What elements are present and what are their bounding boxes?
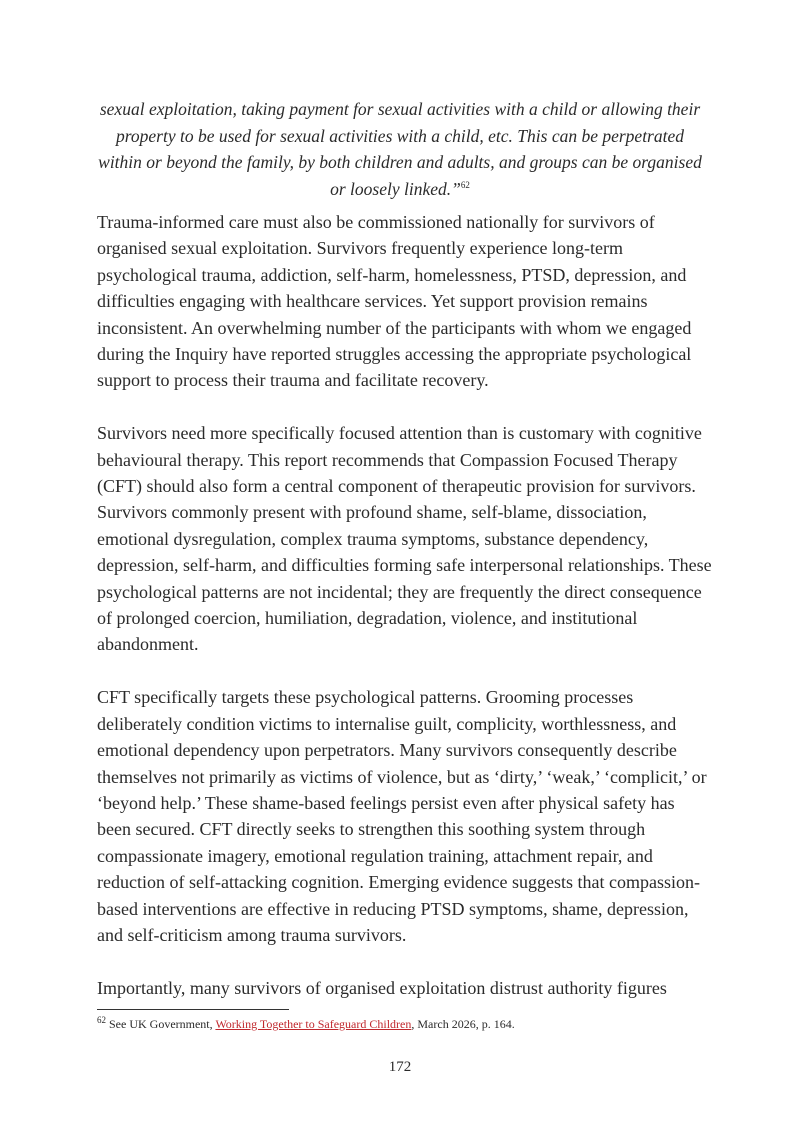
block-quote <box>92 96 708 202</box>
quote-text: sexual exploitation, taking payment for sexual activities with a child or allowing their property to be used for sexual activities with a child, etc. This can be perpetrated within or beyond the family, by both children and adults, and groups can be organised or loosely linked.” <box>98 99 702 199</box>
footnote-suffix: , March 2026, p. 164. <box>411 1017 515 1031</box>
paragraph: Trauma-informed care must also be commissioned nationally for survivors of organised sexual exploitation. Survivors frequently experience long-term psychological trauma, addiction, self-harm, homelessness, PTSD, depression, and difficulties engaging with healthcare services. Yet support provision remains inconsistent. An overwhelming number of the participants with whom we engaged during the Inquiry have reported struggles accessing the appropriate psychological support to process their trauma and facilitate recovery. <box>97 212 692 391</box>
quote-footnote-ref[interactable]: 62 <box>460 179 470 190</box>
page-number: 172 <box>388 1059 412 1075</box>
footnote-prefix: See UK Government, <box>109 1017 216 1031</box>
footnote-link[interactable]: Working Together to Safeguard Children <box>215 1017 412 1031</box>
paragraph: CFT specifically targets these psychological patterns. Grooming processes deliberately condition victims to internalise guilt, complicity, worthlessness, and emotional dependency upon perpetrators. Many survivors consequently describe themselves not primarily as victims of violence, but as ‘dirty,’ ‘weak,’ ‘complicit,’ or ‘beyond help.’ These shame-based feelings persist even after physical safety has been secured. CFT directly seeks to strengthen this soothing system through compassionate imagery, emotional regulation training, attachment repair, and reduction of self-attacking cognition. Emerging evidence suggests that compassion-based interventions are effective in reducing PTSD symptoms, shame, depression, and self-criticism among trauma survivors. <box>97 687 707 945</box>
footnote-number: 62 <box>97 1015 106 1025</box>
body-text <box>97 209 713 1028</box>
paragraph: Survivors need more specifically focused attention than is customary with cognitive behavioural therapy. This report recommends that Compassion Focused Therapy (CFT) should also form a central component of therapeutic provision for survivors. Survivors commonly present with profound shame, self-blame, dissociation, emotional dysregulation, complex trauma symptoms, substance dependency, depression, self-harm, and difficulties forming safe interpersonal relationships. These psychological patterns are not incidental; they are frequently the direct consequence of prolonged coercion, humiliation, degradation, violence, and institutional abandonment. <box>97 423 712 655</box>
footnote-divider <box>97 1009 289 1010</box>
paragraph: Importantly, many survivors of organised exploitation distrust authority figures <box>97 977 667 998</box>
footnote <box>97 1016 713 1032</box>
